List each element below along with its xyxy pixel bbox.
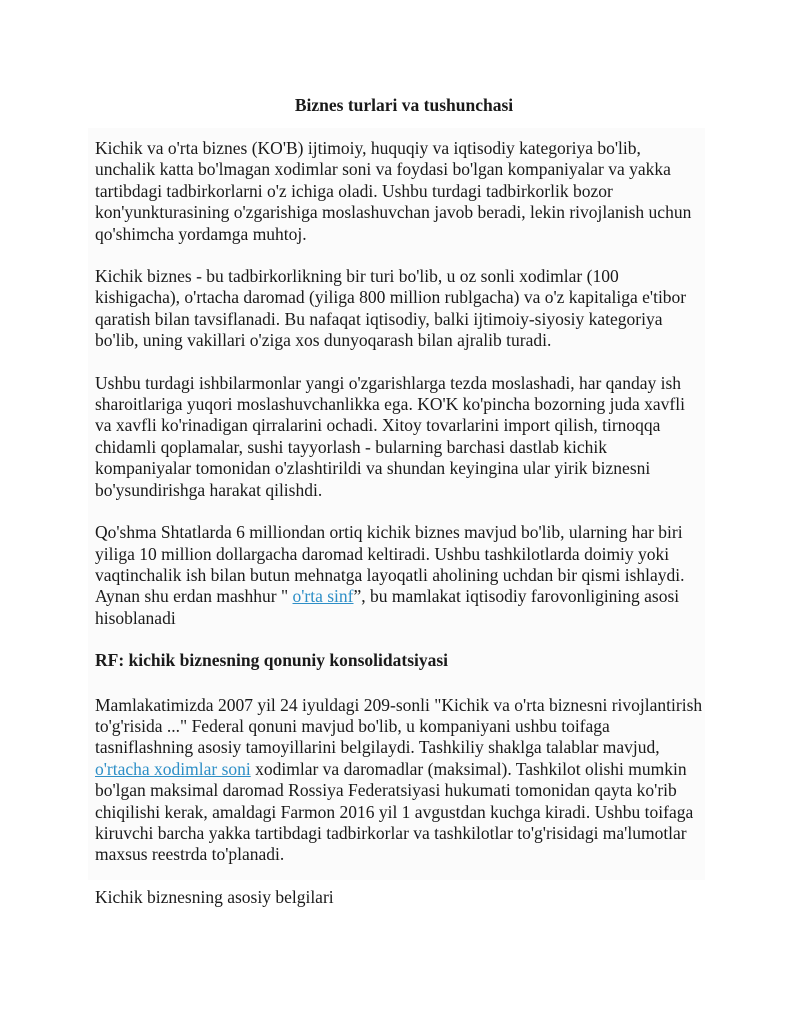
- average-employees-link[interactable]: o'rtacha xodimlar soni: [95, 758, 251, 779]
- paragraph-4: [95, 522, 705, 629]
- paragraph-5: [95, 695, 705, 866]
- paragraph-4-text-start: Qo'shma Shtatlarda 6 milliondan ortiq kichik biznes mavjud bo'lib, ularning har biri yiliga 10 million dollargacha daromad keltiradi. Ushbu tashkilotlarda doimiy yoki vaqtinchalik ish bilan butun mehnatga layoqatli aholining uchdan bir qismi ishlaydi. Aynan shu erdan mashhur ": [95, 522, 685, 607]
- paragraph-1: Kichik va o'rta biznes (KO'B) ijtimoiy, huquqiy va iqtisodiy kategoriya bo'lib, unchalik katta bo'lmagan xodimlar soni va foydasi bo'lgan kompaniyalar va yakka tartibdagi tadbirkorlarni o'z ichiga oladi. Ushbu turdagi tadbirkorlik bozor kon'yunkturasining o'zgarishiga moslashuvchan javob beradi, lekin rivojlanish uchun qo'shimcha yordamga muhtoj.: [95, 138, 692, 244]
- document-body: [95, 95, 705, 929]
- paragraph-6: Kichik biznesning asosiy belgilari: [95, 886, 334, 907]
- paragraph-4-text-end: ”, bu mamlakat iqtisodiy farovonligining asosi hisoblanadi: [95, 586, 680, 628]
- paragraph-5-text-end: xodimlar va daromadlar (maksimal). Tashkilot olishi mumkin bo'lgan maksimal daromad Rossiya Federatsiyasi hukumati tomonidan qayta ko'rib chiqilishi kerak, amaldagi Farmon 2016 yil 1 avgustdan kuchga kiradi. Ushbu toifaga kiruvchi barcha yakka tartibdagi tadbirkorlar va tashkilotlar to'g'risidagi ma'lumotlar maxsus reestrda to'planadi.: [95, 758, 694, 865]
- middle-class-link[interactable]: o'rta sinf: [292, 586, 354, 607]
- paragraph-3: Ushbu turdagi ishbilarmonlar yangi o'zgarishlarga tezda moslashadi, har qanday ish sharoitlariga yuqori moslashuvchanlikka ega. KO'K ko'pincha bozorning juda xavfli va xavfli ko'rinadigan qirralarini ochadi. Xitoy tovarlarini import qilish, tirnoqqa chidamli qoplamalar, sushi tayyorlash - bularning barchasi dastlab kichik kompaniyalar tomonidan o'zlashtirildi va shundan keyingina ular yirik biznesni bo'ysundirishga harakat qilishdi.: [95, 372, 685, 500]
- document-title: Biznes turlari va tushunchasi: [294, 95, 514, 115]
- paragraph-2: Kichik biznes - bu tadbirkorlikning bir turi bo'lib, u oz sonli xodimlar (100 kishigacha), o'rtacha daromad (yiliga 800 million rublgacha) va o'z kapitaliga e'tibor qaratish bilan tavsiflanadi. Bu nafaqat iqtisodiy, balki ijtimoiy-siyosiy kategoriya bo'lib, uning vakillari o'ziga xos dunyoqarash bilan ajralib turadi.: [95, 266, 687, 351]
- section-heading: RF: kichik biznesning qonuniy konsolidatsiyasi: [95, 650, 449, 671]
- paragraph-5-text-start: Mamlakatimizda 2007 yil 24 iyuldagi 209-sonli "Kichik va o'rta biznesni rivojlantirish to'g'risida ..." Federal qonuni mavjud bo'lib, u kompaniyani ushbu toifaga tasniflashning asosiy tamoyillarini belgilaydi. Tashkiliy shaklga talablar mavjud,: [95, 694, 703, 758]
